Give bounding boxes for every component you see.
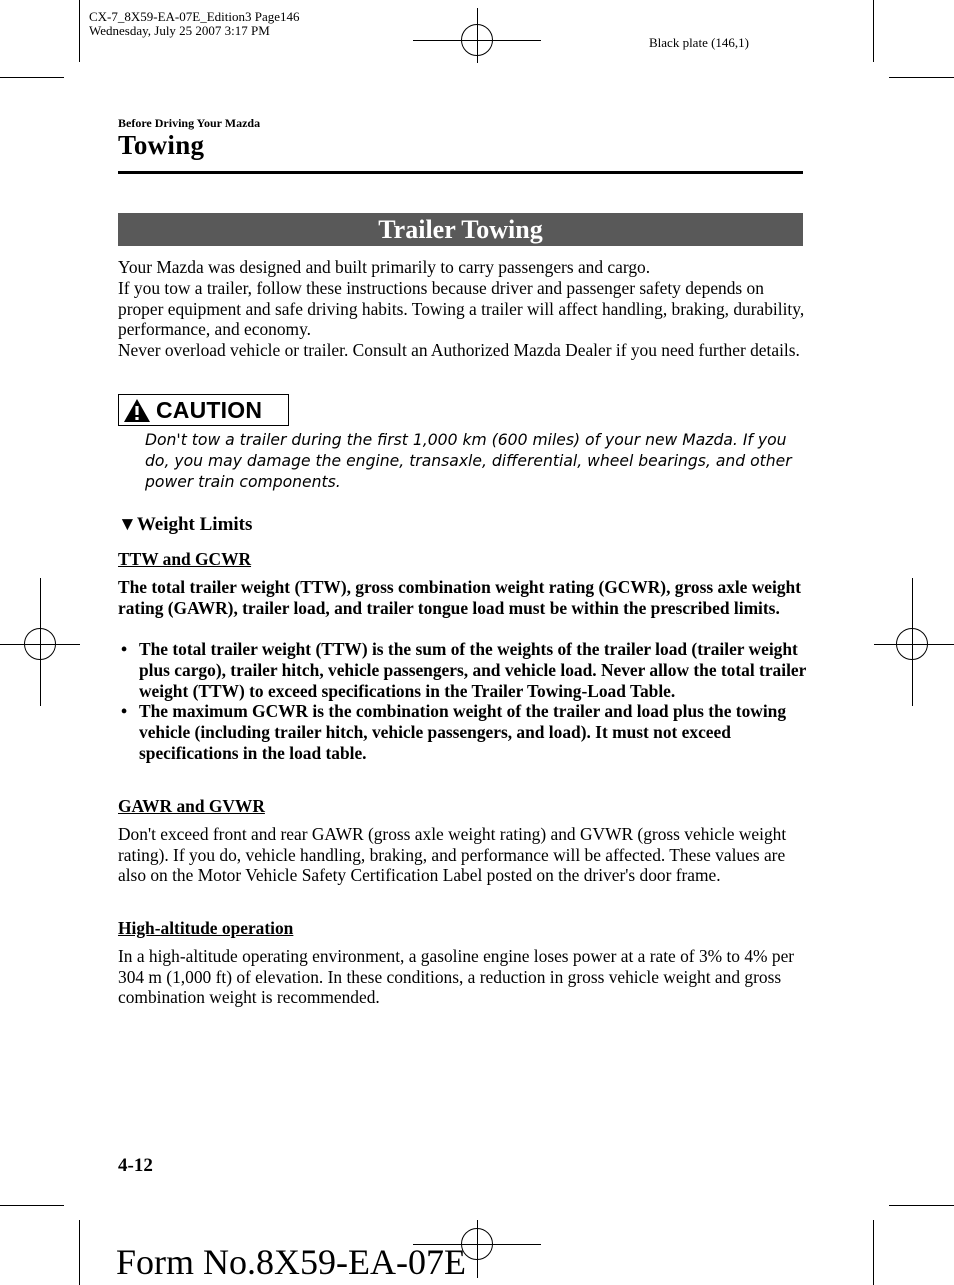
- page-number: 4-12: [118, 1155, 153, 1176]
- high-altitude-heading: High-altitude operation: [118, 918, 294, 938]
- high-altitude-body: In a high-altitude operating environment, a gasoline engine loses power at a rate of 3% to 4% per 304 m (1,000 ft) of elevation. In these conditions, a reduction in gross vehicle weight and gross combination weight is recommended.: [118, 946, 795, 1008]
- warning-triangle-icon: [123, 398, 151, 423]
- ttw-gcwr-bullets: [118, 639, 808, 764]
- section-banner: Trailer Towing: [118, 213, 803, 246]
- gawr-gvwr-heading: GAWR and GVWR: [118, 796, 265, 816]
- intro-paragraph-3: Never overload vehicle or trailer. Consult an Authorized Mazda Dealer if you need further details.: [118, 340, 800, 360]
- caution-text: Don't tow a trailer during the first 1,000 km (600 miles) of your new Mazda. If you do, you may damage the engine, transaxle, differential, wheel bearings, and other power train components.: [145, 431, 792, 491]
- chapter-rule: [118, 171, 803, 174]
- weight-limits-heading: [118, 514, 252, 536]
- caution-box: [118, 394, 289, 426]
- intro-paragraph-2: If you tow a trailer, follow these instructions because driver and passenger safety depends on proper equipment and safe driving habits. Towing a trailer will affect handling, braking, durability, performance, and economy.: [118, 278, 805, 340]
- triangle-marker-icon: ▼: [118, 514, 137, 535]
- list-item: • The maximum GCWR is the combination weight of the trailer and load plus the towing vehicle (including trailer hitch, vehicle passengers, and load). It must not exceed specifications in the load table.: [118, 701, 808, 763]
- form-number: Form No.8X59-EA-07E: [116, 1242, 466, 1282]
- chapter-title: Towing: [118, 130, 205, 160]
- weight-limits-heading-text: Weight Limits: [136, 514, 253, 535]
- section-label: Before Driving Your Mazda: [118, 116, 261, 130]
- intro-paragraph-1: Your Mazda was designed and built primarily to carry passengers and cargo.: [118, 257, 651, 277]
- caution-label: CAUTION: [156, 396, 263, 423]
- ttw-gcwr-heading: TTW and GCWR: [118, 549, 252, 569]
- print-meta-line2: Wednesday, July 25 2007 3:17 PM: [89, 23, 270, 38]
- gawr-gvwr-body: Don't exceed front and rear GAWR (gross axle weight rating) and GVWR (gross vehicle weight rating). If you do, vehicle handling, braking, and performance will be affected. These values are also on the Motor Vehicle Safety Certification Label posted on the driver's door frame.: [118, 824, 787, 886]
- ttw-gcwr-lead: The total trailer weight (TTW), gross combination weight rating (GCWR), gross axle weight rating (GAWR), trailer load, and trailer tongue load must be within the prescribed limits.: [118, 577, 802, 618]
- print-meta-line1: CX-7_8X59-EA-07E_Edition3 Page146: [89, 9, 300, 24]
- print-meta-plate: Black plate (146,1): [649, 35, 749, 50]
- list-item: • The total trailer weight (TTW) is the sum of the weights of the trailer load (trailer weight plus cargo), trailer hitch, vehicle passengers, and vehicle load. Never allow the total trailer weight (TTW) to exceed specifications in the Trailer Towing-Load Table.: [118, 639, 808, 701]
